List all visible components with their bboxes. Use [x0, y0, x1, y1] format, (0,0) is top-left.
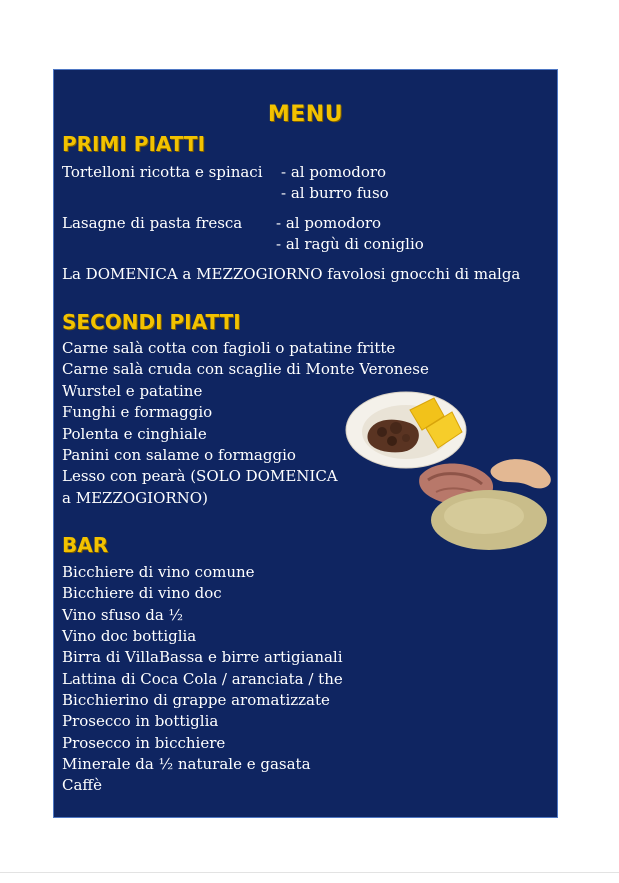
lasagne-option: - al ragù di coniglio — [276, 235, 424, 253]
cotechino — [491, 459, 551, 488]
bar-item: Vino doc bottiglia — [62, 627, 197, 645]
stew-chunk — [402, 434, 410, 442]
menu-title: MENU — [267, 102, 344, 127]
bar-item: Birra di VillaBassa e birre artigianali — [62, 648, 343, 666]
menu-panel — [53, 69, 558, 818]
tortelloni-option: - al pomodoro — [281, 163, 387, 181]
tortelloni-option: - al burro fuso — [281, 184, 389, 202]
tortelloni-name: Tortelloni ricotta e spinaci — [62, 163, 263, 181]
secondi-item: Polenta e cinghiale — [62, 425, 207, 443]
bar-item: Vino sfuso da ½ — [62, 606, 184, 624]
secondi-item: Wurstel e patatine — [62, 382, 203, 400]
secondi-item: Carne salà cruda con scaglie di Monte Veronese — [62, 360, 429, 378]
bar-heading: BAR — [62, 533, 109, 557]
stew-chunk — [387, 436, 397, 446]
lasagne-name: Lasagne di pasta fresca — [62, 214, 243, 232]
bar-item: Bicchiere di vino comune — [62, 563, 255, 581]
secondi-item: a MEZZOGIORNO) — [62, 489, 208, 507]
bar-item: Prosecco in bicchiere — [62, 734, 226, 752]
bar-item: Caffè — [62, 776, 102, 794]
secondi-piatti-heading: SECONDI PIATTI — [62, 310, 241, 334]
primi-piatti-heading: PRIMI PIATTI — [62, 132, 206, 156]
primi-note: La DOMENICA a MEZZOGIORNO favolosi gnocchi di malga — [62, 265, 521, 283]
stew-chunk — [377, 427, 387, 437]
bar-item: Minerale da ½ naturale e gasata — [62, 755, 311, 773]
food-illustration — [344, 388, 559, 558]
stew-chunk — [390, 422, 402, 434]
secondi-item: Funghi e formaggio — [62, 403, 213, 421]
secondi-item: Lesso con pearà (SOLO DOMENICA — [62, 467, 338, 485]
lasagne-option: - al pomodoro — [276, 214, 382, 232]
bar-item: Bicchierino di grappe aromatizzate — [62, 691, 330, 709]
bar-item: Lattina di Coca Cola / aranciata / the — [62, 670, 343, 688]
secondi-item: Carne salà cotta con fagioli o patatine fritte — [62, 339, 396, 357]
secondi-item: Panini con salame o formaggio — [62, 446, 296, 464]
bar-item: Bicchiere di vino doc — [62, 584, 222, 602]
bar-item: Prosecco in bottiglia — [62, 712, 219, 730]
peara-sauce-highlight — [444, 498, 524, 534]
page-bottom-rule — [0, 872, 619, 873]
